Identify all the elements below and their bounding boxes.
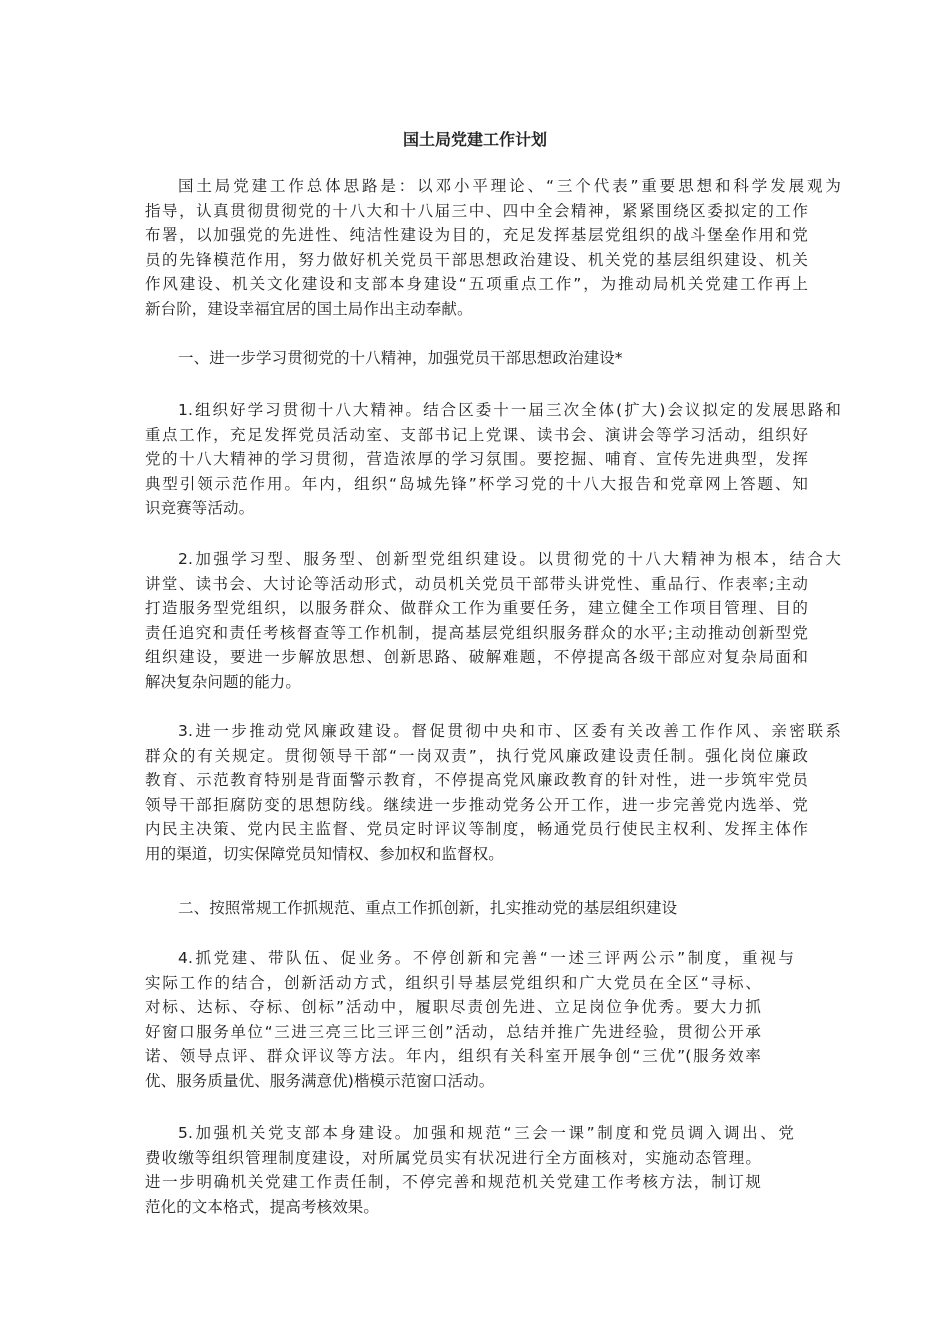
paragraph-line: 员的先锋模范作用，努力做好机关党员干部思想政治建设、机关党的基层组织建设、机关 [145, 250, 808, 269]
paragraph-line: 诺、领导点评、群众评议等方法。年内，组织有关科室开展争创“三优”(服务效率 [145, 1047, 761, 1065]
paragraph-line: 5.加强机关党支部本身建设。加强和规范“三会一课”制度和党员调入调出、党 [178, 1124, 794, 1142]
paragraph-line: 教育、示范教育特别是背面警示教育，不停提高党风廉政教育的针对性，进一步筑牢党员 [145, 771, 808, 789]
paragraph-line: 责任追究和责任考核督查等工作机制，提高基层党组织服务群众的水平;主动推动创新型党 [145, 623, 808, 642]
paragraph-line: 好窗口服务单位“三进三亮三比三评三创”活动，总结并推广先进经验，贯彻公开承 [145, 1022, 761, 1041]
paragraph-line: 对标、达标、夺标、创标”活动中，履职尽责创先进、立足岗位争优秀。要大力抓 [145, 998, 761, 1016]
paragraph-line: 典型引领示范作用。年内，组织“岛城先锋”杯学习党的十八大报告和党章网上答题、知 [145, 474, 808, 493]
paragraph-line: 作风建设、机关文化建设和支部本身建设“五项重点工作”，为推动局机关党建工作再上 [145, 275, 808, 293]
paragraph-line: 指导，认真贯彻贯彻党的十八大和十八届三中、四中全会精神，紧紧围绕区委拟定的工作 [145, 201, 808, 220]
section-heading-2 [145, 896, 677, 921]
paragraph-line: 内民主决策、党内民主监督、党员定时评议等制度，畅通党员行使民主权利、发挥主体作 [145, 820, 808, 838]
paragraph-line: 解决复杂问题的能力。 [145, 672, 302, 691]
paragraph-line: 费收缴等组织管理制度建设，对所属党员实有状况进行全方面核对，实施动态管理。 [145, 1148, 761, 1167]
paragraph-line: 范化的文本格式，提高考核效果。 [145, 1197, 380, 1216]
paragraph-line: 重点工作，充足发挥党员活动室、支部书记上党课、读书会、演讲会等学习活动，组织好 [145, 425, 808, 444]
paragraph-line: 组织建设，要进一步解放思想、创新思路、破解难题，不停提高各级干部应对复杂局面和 [145, 648, 808, 666]
intro-paragraph [145, 174, 841, 321]
paragraph-line: 新台阶，建设幸福宜居的国土局作出主动奉献。 [145, 299, 473, 318]
paragraph-line: 4.抓党建、带队伍、促业务。不停创新和完善“一述三评两公示”制度，重视与 [178, 949, 794, 967]
paragraph-line: 2.加强学习型、服务型、创新型党组织建设。以贯彻党的十八大精神为根本，结合大 [178, 550, 841, 568]
section-heading-text: 二、按照常规工作抓规范、重点工作抓创新，扎实推动党的基层组织建设 [178, 899, 678, 917]
paragraph-line: 实际工作的结合，创新活动方式，组织引导基层党组织和广大党员在全区“寻标、 [145, 973, 761, 992]
paragraph-line: 进一步明确机关党建工作责任制，不停完善和规范机关党建工作考核方法，制订规 [145, 1173, 761, 1191]
document-title: 国土局党建工作计划 [402, 130, 547, 149]
paragraph-line: 布署，以加强党的先进性、纯洁性建设为目的，充足发挥基层党组织的战斗堡垒作用和党 [145, 226, 808, 244]
paragraph-line: 识竞赛等活动。 [145, 499, 255, 517]
item-4-paragraph [145, 946, 794, 1093]
paragraph-line: 党的十八大精神的学习贯彻，营造浓厚的学习氛围。要挖掘、哺育、宣传先进典型，发挥 [145, 450, 808, 468]
paragraph-line: 领导干部拒腐防变的思想防线。继续进一步推动党务公开工作，进一步完善党内选举、党 [145, 795, 808, 814]
paragraph-line: 群众的有关规定。贯彻领导干部“一岗双责”，执行党风廉政建设责任制。强化岗位廉政 [145, 746, 808, 765]
paragraph-line: 1.组织好学习贯彻十八大精神。结合区委十一届三次全体(扩大)会议拟定的发展思路和 [178, 401, 841, 419]
paragraph-line: 优、服务质量优、服务满意优)楷模示范窗口活动。 [145, 1071, 495, 1090]
paragraph-line: 国土局党建工作总体思路是：以邓小平理论、“三个代表”重要思想和科学发展观为 [178, 177, 841, 195]
section-heading-text: 一、进一步学习贯彻党的十八精神，加强党员干部思想政治建设* [178, 349, 623, 367]
paragraph-line: 3.进一步推动党风廉政建设。督促贯彻中央和市、区委有关改善工作作风、亲密联系 [178, 722, 841, 740]
item-2-paragraph [145, 547, 841, 694]
item-5-paragraph [145, 1121, 794, 1219]
section-heading-1 [145, 346, 623, 371]
paragraph-line: 讲堂、读书会、大讨论等活动形式，动员机关党员干部带头讲党性、重品行、作表率;主动 [145, 574, 808, 593]
paragraph-line: 打造服务型党组织，以服务群众、做群众工作为重要任务，建立健全工作项目管理、目的 [145, 599, 808, 617]
item-1-paragraph [145, 398, 841, 521]
paragraph-line: 用的渠道，切实保障党员知情权、参加权和监督权。 [145, 844, 504, 863]
item-3-paragraph [145, 719, 841, 866]
